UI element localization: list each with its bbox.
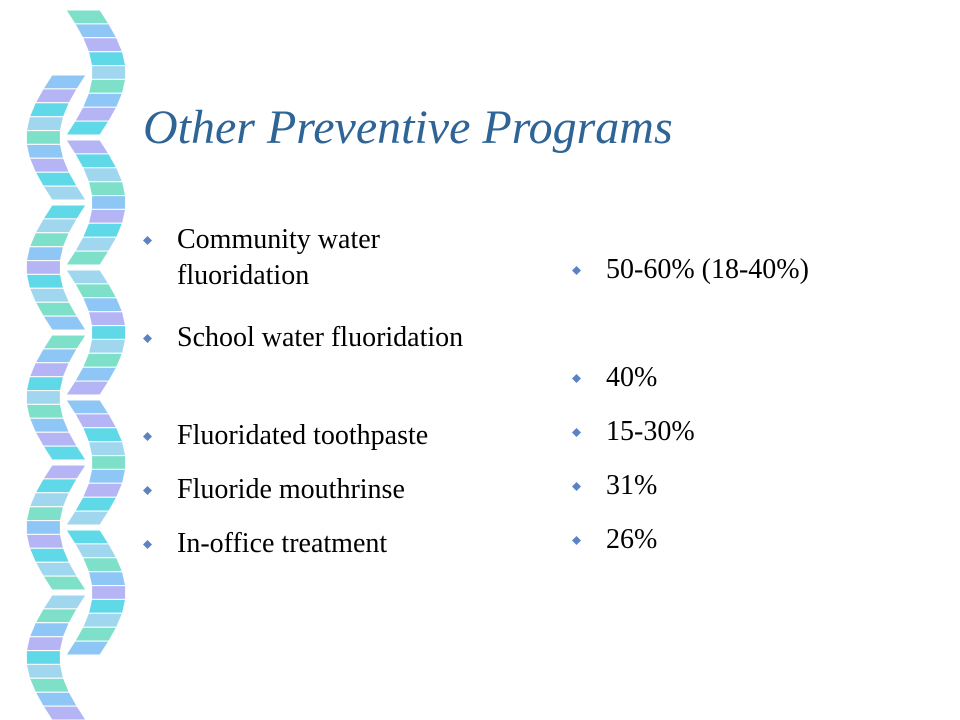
wave-stripe [43, 316, 86, 330]
right-bullet-list [572, 252, 932, 562]
wave-stripe [30, 678, 70, 692]
wave-stripe [26, 404, 63, 418]
wave-stripe [26, 507, 63, 521]
list-item-text: In-office treatment [177, 528, 388, 559]
wave-stripe [83, 223, 123, 237]
wave-stripe [66, 511, 109, 525]
wave-stripe [75, 497, 117, 511]
wave-stripe [30, 233, 70, 247]
wave-stripe [89, 182, 126, 196]
wave-stripe [83, 38, 123, 52]
wave-stripe [35, 432, 77, 446]
wave-stripe [66, 140, 109, 154]
list-item-text: School water fluoridation [177, 322, 464, 353]
wave-stripe [30, 158, 70, 172]
wave-stripe [89, 599, 126, 613]
wave-stripe [66, 400, 109, 414]
wave-stripe [83, 353, 123, 367]
list-item-text: 26% [606, 524, 658, 555]
wave-stripe [83, 483, 123, 497]
wave-stripe [89, 339, 126, 353]
wave-stripe [35, 302, 77, 316]
wave-stripe [43, 186, 86, 200]
list-item [143, 320, 507, 356]
wave-stripe [35, 562, 77, 576]
diamond-bullet-icon [143, 236, 152, 245]
wave-stripe [89, 442, 126, 456]
wave-stripe [75, 154, 117, 168]
diamond-bullet-icon [572, 536, 581, 545]
wave-stripe [26, 117, 63, 131]
wave-stripe [26, 144, 63, 158]
wave-stripe [89, 572, 126, 586]
wave-stripe [89, 312, 126, 326]
wave-stripe [30, 418, 70, 432]
wave-stripe [75, 544, 117, 558]
wave-stripe [43, 75, 86, 89]
list-item [572, 414, 936, 450]
wave-stripe [92, 66, 126, 80]
wave-stripe [66, 121, 109, 135]
diamond-bullet-icon [143, 486, 152, 495]
wave-stripe [30, 363, 70, 377]
wave-stripe [83, 298, 123, 312]
list-item-text: 15-30% [606, 416, 695, 447]
wave-stripe [26, 247, 63, 261]
list-item-text: 40% [606, 362, 658, 393]
wave-stripe [75, 237, 117, 251]
list-item [572, 252, 936, 288]
wave-stripe [43, 205, 86, 219]
wave-stripe [26, 131, 60, 145]
wave-stripe [26, 651, 60, 665]
list-item-text: Community water fluoridation [177, 224, 380, 291]
wave-stripe [43, 706, 86, 720]
wave-stripe [35, 349, 77, 363]
list-item-text: Fluoridated toothpaste [177, 420, 429, 451]
wave-stripe [30, 623, 70, 637]
wave-stripe [26, 274, 63, 288]
list-item-text: 31% [606, 470, 658, 501]
wave-stripe [26, 637, 63, 651]
wave-stripe [89, 79, 126, 93]
wave-stripe [43, 335, 86, 349]
wave-stripe [83, 428, 123, 442]
decorative-wave-border [0, 0, 130, 720]
list-item [143, 472, 557, 508]
list-item [143, 526, 557, 562]
wave-stripe [26, 521, 60, 535]
wave-stripe [35, 219, 77, 233]
wave-stripe [89, 52, 126, 66]
wave-stripe [26, 664, 63, 678]
diamond-bullet-icon [143, 432, 152, 441]
wave-stripe [43, 465, 86, 479]
wave-stripe [26, 261, 60, 275]
list-item [572, 522, 936, 558]
wave-stripe [66, 251, 109, 265]
wave-stripe [75, 107, 117, 121]
wave-stripe [75, 284, 117, 298]
list-item [143, 222, 507, 294]
wave-stripe [83, 168, 123, 182]
list-item-text: Fluoride mouthrinse [177, 474, 405, 505]
wave-stripe [92, 456, 126, 470]
wave-stripe [30, 288, 70, 302]
wave-stripe [83, 93, 123, 107]
wave-stripe [43, 576, 86, 590]
wave-stripe [26, 391, 60, 405]
wave-stripe [75, 367, 117, 381]
wave-stripe [30, 548, 70, 562]
wave-stripe [83, 613, 123, 627]
wave-stripe [43, 595, 86, 609]
wave-stripe [66, 530, 109, 544]
wave-stripe [26, 534, 63, 548]
wave-stripe [83, 558, 123, 572]
left-bullet-list [143, 222, 543, 582]
list-item-text: 50-60% (18-40%) [606, 254, 809, 285]
diamond-bullet-icon [572, 428, 581, 437]
wave-stripe [66, 641, 109, 655]
diamond-bullet-icon [572, 482, 581, 491]
slide-title: Other Preventive Programs [143, 101, 673, 154]
wave-stripe [35, 172, 77, 186]
wave-stripe [92, 326, 126, 340]
list-item [572, 360, 936, 396]
wave-stripe [75, 24, 117, 38]
list-item [572, 468, 936, 504]
wave-stripe [66, 270, 109, 284]
wave-stripe [89, 469, 126, 483]
wave-stripe [26, 377, 63, 391]
wave-stripe [35, 692, 77, 706]
wave-stripe [35, 479, 77, 493]
wave-stripe [30, 493, 70, 507]
wave-stripe [89, 209, 126, 223]
wave-fan-stripes [26, 10, 125, 720]
wave-stripe [66, 381, 109, 395]
wave-stripe [75, 414, 117, 428]
diamond-bullet-icon [572, 266, 581, 275]
diamond-bullet-icon [143, 540, 152, 549]
diamond-bullet-icon [143, 334, 152, 343]
wave-stripe [66, 10, 109, 24]
wave-stripe [35, 609, 77, 623]
wave-stripe [30, 103, 70, 117]
list-item [143, 418, 557, 454]
wave-stripe [43, 446, 86, 460]
diamond-bullet-icon [572, 374, 581, 383]
wave-stripe [92, 586, 126, 600]
wave-stripe [35, 89, 77, 103]
wave-stripe [92, 196, 126, 210]
wave-stripe [75, 627, 117, 641]
